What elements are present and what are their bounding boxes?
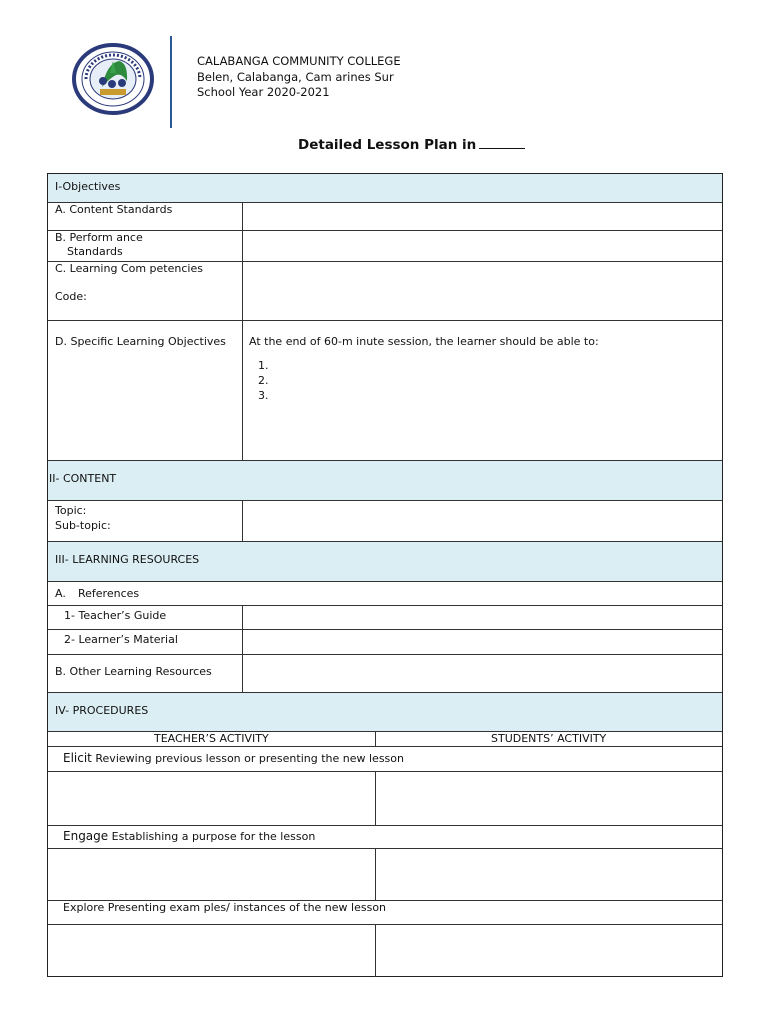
objective-number: 2. [258,374,269,387]
college-seal-logo [72,43,154,115]
references-field[interactable] [243,582,723,605]
elicit-row-label [63,751,404,766]
header-divider [170,36,172,128]
school-year: School Year 2020-2021 [197,85,330,99]
rule [48,746,722,747]
engage-row-label [63,829,315,844]
lesson-plan-form [47,173,723,977]
engage-teacher-field[interactable] [49,849,375,900]
explore-label: Explore [63,901,105,914]
explore-description: Presenting exam ples/ instances of the new lesson [107,901,387,914]
specific-objectives-label: D. Specific Learning Objectives [55,335,226,348]
other-resources-label: B. Other Learning Resources [55,665,212,678]
learning-competencies-field[interactable] [243,262,723,320]
college-name: CALABANGA COMMUNITY COLLEGE [197,54,401,68]
performance-standards-label-2: Standards [67,245,123,258]
topic-label: Topic: [55,504,87,517]
content-standards-field[interactable] [243,203,723,230]
explore-teacher-field[interactable] [49,925,375,977]
procedures-band [48,692,722,731]
teacher-activity-header: TEACHER’S ACTIVITY [154,732,269,745]
teachers-guide-field[interactable] [243,606,723,629]
teachers-guide-label: 1- Teacher’s Guide [64,609,167,622]
performance-standards-label: B. Perform ance [55,231,143,244]
explore-row-label [63,901,386,915]
other-resources-field[interactable] [243,655,723,692]
elicit-description: Reviewing previous lesson or presenting the new lesson [95,752,404,765]
procedures-heading: IV- PROCEDURES [55,704,149,717]
engage-label: Engage [63,829,109,843]
subject-blank[interactable] [479,136,525,149]
rule [48,731,722,732]
objective-number: 1. [258,359,269,372]
code-label: Code: [55,290,87,303]
elicit-teacher-field[interactable] [49,772,375,825]
content-band [48,460,722,500]
page-title [298,136,525,153]
performance-standards-field[interactable] [243,231,723,261]
specific-objectives-field[interactable] [243,321,723,460]
objectives-band [48,174,722,202]
content-standards-label: A. Content Standards [55,203,173,216]
students-activity-header: STUDENTS’ ACTIVITY [491,732,607,745]
learning-competencies-label: C. Learning Com petencies [55,262,203,275]
references-letter: A. [55,587,66,600]
learners-material-label: 2- Learner’s Material [64,633,178,646]
resources-heading: III- LEARNING RESOURCES [55,553,200,566]
college-address: Belen, Calabanga, Cam arines Sur [197,69,394,84]
engage-description: Establishing a purpose for the lesson [111,830,316,843]
content-heading: II- CONTENT [49,472,117,485]
specific-objectives-intro: At the end of 60-m inute session, the learner should be able to: [249,335,599,348]
objectives-heading: I-Objectives [55,180,121,193]
rule [48,541,722,542]
rule [48,825,722,826]
objective-number: 3. [258,389,269,402]
subtopic-label: Sub-topic: [55,519,111,532]
rule [48,460,722,461]
column-divider [375,731,376,746]
references-label: References [78,587,140,600]
college-info [197,54,401,101]
learners-material-field[interactable] [243,630,723,654]
elicit-student-field[interactable] [376,772,723,825]
topic-field[interactable] [243,501,723,541]
elicit-label: Elicit [63,751,92,765]
document-header [0,0,768,135]
explore-student-field[interactable] [376,925,723,977]
engage-student-field[interactable] [376,849,723,900]
title-text: Detailed Lesson Plan in [298,137,477,153]
rule [48,692,722,693]
